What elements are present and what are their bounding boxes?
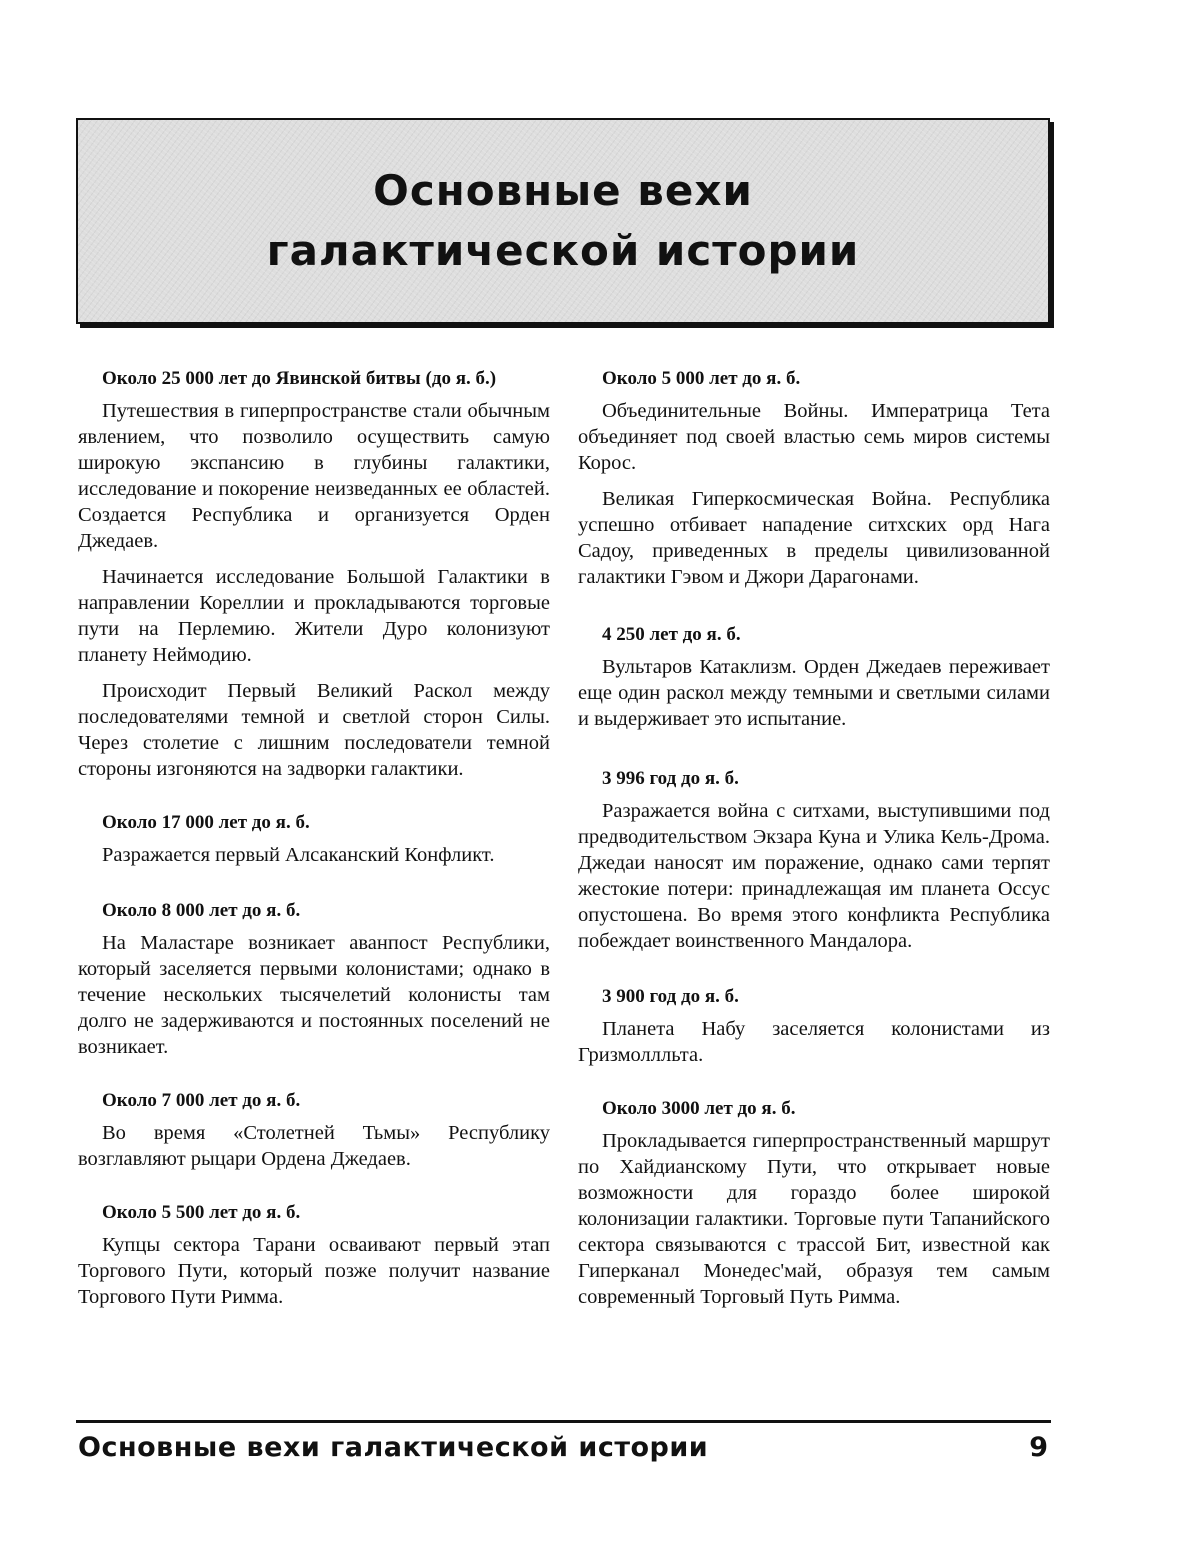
entry-paragraph: Прокладывается гиперпространственный маршрут по Хайдианскому Пути, что открывает новые возможности для гораздо более широкой колонизации галактики. Торговые пути Тапанийского сектора связываются с трассой Бит, известной как Гиперканал Монедес'май, образуя тем самым современный Торговый Путь Римма. bbox=[578, 1130, 1050, 1308]
title-box bbox=[76, 118, 1050, 324]
title-line-2: галактической истории bbox=[266, 226, 860, 275]
entry-heading: 3 996 год до я. б. bbox=[602, 768, 739, 789]
entry-heading: Около 5 500 лет до я. б. bbox=[102, 1202, 301, 1223]
timeline-entry bbox=[578, 1096, 1050, 1310]
timeline-entry bbox=[78, 1088, 550, 1172]
entry-paragraph: Разражается первый Алсаканский Конфликт. bbox=[102, 844, 495, 866]
entry-paragraph: Разражается война с ситхами, выступившими под предводительством Экзара Куна и Улика Кель-Дрома. Джедаи наносят им поражение, однако сами терпят жестокие потери: принадлежащая им планета Оссус опустошена. Во время этого конфликта Республика побеждает воинственного Мандалора. bbox=[578, 800, 1050, 952]
entry-paragraph: Путешествия в гиперпространстве стали обычным явлением, что позволило осуществить самую широкую экспансию в глубины галактики, исследование и покорение неизведанных ее областей. Создается Республика и организуется Орден Джедаев. bbox=[78, 400, 550, 552]
timeline-entry bbox=[578, 366, 1050, 590]
footer-rule bbox=[76, 1420, 1051, 1423]
entry-paragraph: Купцы сектора Тарани осваивают первый этап Торгового Пути, который позже получит название Торгового Пути Римма. bbox=[78, 1234, 550, 1308]
page-title bbox=[267, 161, 860, 281]
timeline-entry bbox=[578, 622, 1050, 732]
timeline-entry bbox=[78, 366, 550, 782]
title-line-1: Основные вехи bbox=[373, 166, 753, 215]
entry-paragraph: Начинается исследование Большой Галактики в направлении Кореллии и прокладываются торговые пути на Перлемию. Жители Дуро колонизуют планету Неймодию. bbox=[78, 566, 550, 666]
entry-heading: Около 5 000 лет до я. б. bbox=[602, 368, 801, 389]
entry-heading: Около 8 000 лет до я. б. bbox=[102, 900, 301, 921]
entry-paragraph: На Маластаре возникает аванпост Республики, который заселяется первыми колонистами; однако в течение нескольких тысячелетий колонисты там долго не задерживаются и постоянных поселений не возникает. bbox=[78, 932, 550, 1058]
entry-heading: 4 250 лет до я. б. bbox=[602, 624, 741, 645]
running-footer-title: Основные вехи галактической истории bbox=[78, 1432, 709, 1463]
timeline-entry bbox=[78, 1200, 550, 1310]
entry-heading: Около 7 000 лет до я. б. bbox=[102, 1090, 301, 1111]
entry-heading: Около 17 000 лет до я. б. bbox=[102, 812, 310, 833]
timeline-entry bbox=[578, 766, 1050, 954]
entry-paragraph: Во время «Столетней Тьмы» Республику возглавляют рыцари Ордена Джедаев. bbox=[78, 1122, 550, 1170]
entry-paragraph: Великая Гиперкосмическая Война. Республика успешно отбивает нападение ситхских орд Нага Садоу, приведенных в пределы цивилизованной галактики Гэвом и Джори Дарагонами. bbox=[578, 488, 1050, 588]
right-column bbox=[578, 366, 1050, 1320]
entry-heading: Около 3000 лет до я. б. bbox=[602, 1098, 796, 1119]
entry-paragraph: Объединительные Войны. Императрица Тета объединяет под своей властью семь миров системы Корос. bbox=[578, 400, 1050, 474]
timeline-entry bbox=[78, 810, 550, 868]
page-number: 9 bbox=[1029, 1432, 1048, 1463]
timeline-entry bbox=[578, 984, 1050, 1068]
timeline-entry bbox=[78, 898, 550, 1060]
entry-paragraph: Планета Набу заселяется колонистами из Гризмоллльта. bbox=[578, 1018, 1050, 1066]
left-column bbox=[78, 366, 550, 1320]
entry-heading: 3 900 год до я. б. bbox=[602, 986, 739, 1007]
entry-paragraph: Вультаров Катаклизм. Орден Джедаев переживает еще один раскол между темными и светлыми силами и выдерживает это испытание. bbox=[578, 656, 1050, 730]
entry-heading: Около 25 000 лет до Явинской битвы (до я. б.) bbox=[102, 368, 497, 389]
entry-paragraph: Происходит Первый Великий Раскол между последователями темной и светлой сторон Силы. Через столетие с лишним последователи темной стороны изгоняются на задворки галактики. bbox=[78, 680, 550, 780]
